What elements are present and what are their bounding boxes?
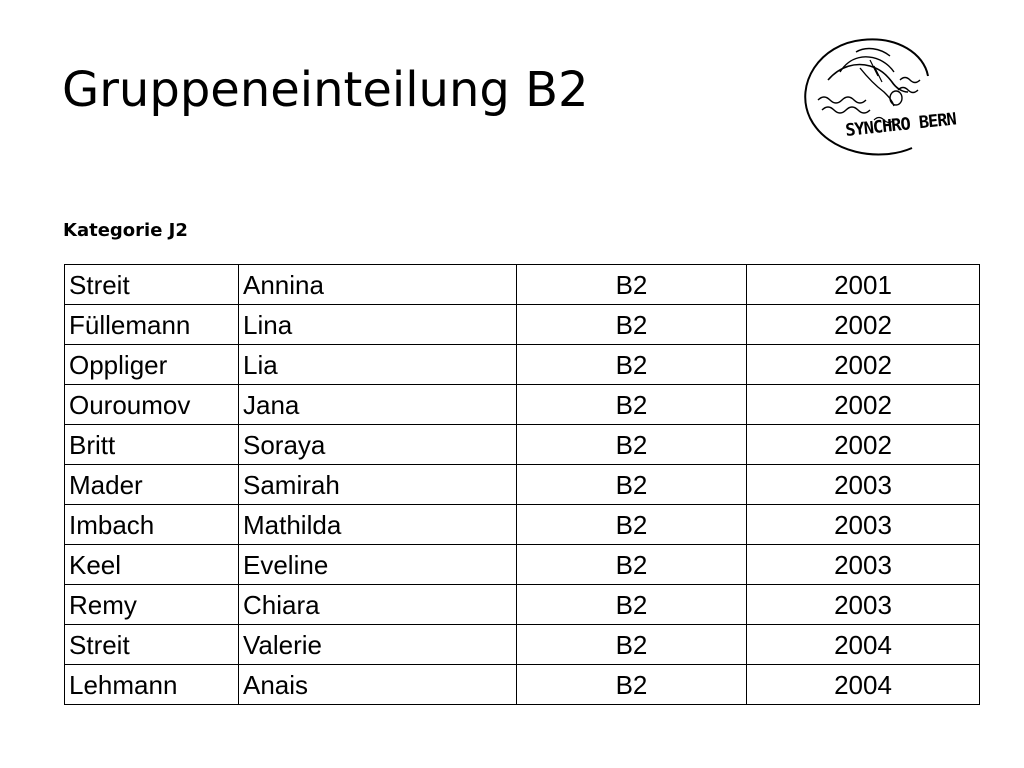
table-row [65, 585, 980, 625]
table-row [65, 665, 980, 705]
year-cell: 2003 [747, 585, 980, 625]
group-cell: B2 [517, 305, 747, 345]
group-cell: B2 [517, 585, 747, 625]
group-cell: B2 [517, 265, 747, 305]
table-row [65, 305, 980, 345]
group-cell: B2 [517, 465, 747, 505]
last-name-cell: Mader [65, 465, 239, 505]
table-row [65, 425, 980, 465]
page-title: Gruppeneinteilung B2 [62, 62, 589, 118]
first-name-cell: Soraya [239, 425, 517, 465]
first-name-cell: Valerie [239, 625, 517, 665]
synchronized-swimmer-icon [800, 36, 972, 160]
first-name-cell: Jana [239, 385, 517, 425]
group-cell: B2 [517, 425, 747, 465]
table-body [65, 265, 980, 705]
last-name-cell: Streit [65, 625, 239, 665]
first-name-cell: Lia [239, 345, 517, 385]
synchro-bern-logo [800, 36, 972, 160]
group-cell: B2 [517, 505, 747, 545]
first-name-cell: Lina [239, 305, 517, 345]
first-name-cell: Samirah [239, 465, 517, 505]
last-name-cell: Imbach [65, 505, 239, 545]
year-cell: 2003 [747, 465, 980, 505]
category-label: Kategorie J2 [63, 220, 188, 241]
table-row [65, 625, 980, 665]
group-table [64, 264, 980, 705]
year-cell: 2002 [747, 345, 980, 385]
first-name-cell: Anais [239, 665, 517, 705]
year-cell: 2002 [747, 305, 980, 345]
group-cell: B2 [517, 385, 747, 425]
table-row [65, 385, 980, 425]
year-cell: 2002 [747, 425, 980, 465]
table-row [65, 465, 980, 505]
table-row [65, 265, 980, 305]
last-name-cell: Britt [65, 425, 239, 465]
last-name-cell: Streit [65, 265, 239, 305]
first-name-cell: Mathilda [239, 505, 517, 545]
group-cell: B2 [517, 545, 747, 585]
last-name-cell: Keel [65, 545, 239, 585]
year-cell: 2002 [747, 385, 980, 425]
year-cell: 2001 [747, 265, 980, 305]
last-name-cell: Remy [65, 585, 239, 625]
logo-text: SYNCHRO BERN [844, 109, 957, 141]
last-name-cell: Füllemann [65, 305, 239, 345]
year-cell: 2004 [747, 665, 980, 705]
first-name-cell: Chiara [239, 585, 517, 625]
last-name-cell: Lehmann [65, 665, 239, 705]
table-row [65, 505, 980, 545]
table-row [65, 345, 980, 385]
year-cell: 2003 [747, 545, 980, 585]
first-name-cell: Eveline [239, 545, 517, 585]
last-name-cell: Oppliger [65, 345, 239, 385]
year-cell: 2003 [747, 505, 980, 545]
group-cell: B2 [517, 625, 747, 665]
first-name-cell: Annina [239, 265, 517, 305]
last-name-cell: Ouroumov [65, 385, 239, 425]
table-row [65, 545, 980, 585]
year-cell: 2004 [747, 625, 980, 665]
group-cell: B2 [517, 665, 747, 705]
group-cell: B2 [517, 345, 747, 385]
